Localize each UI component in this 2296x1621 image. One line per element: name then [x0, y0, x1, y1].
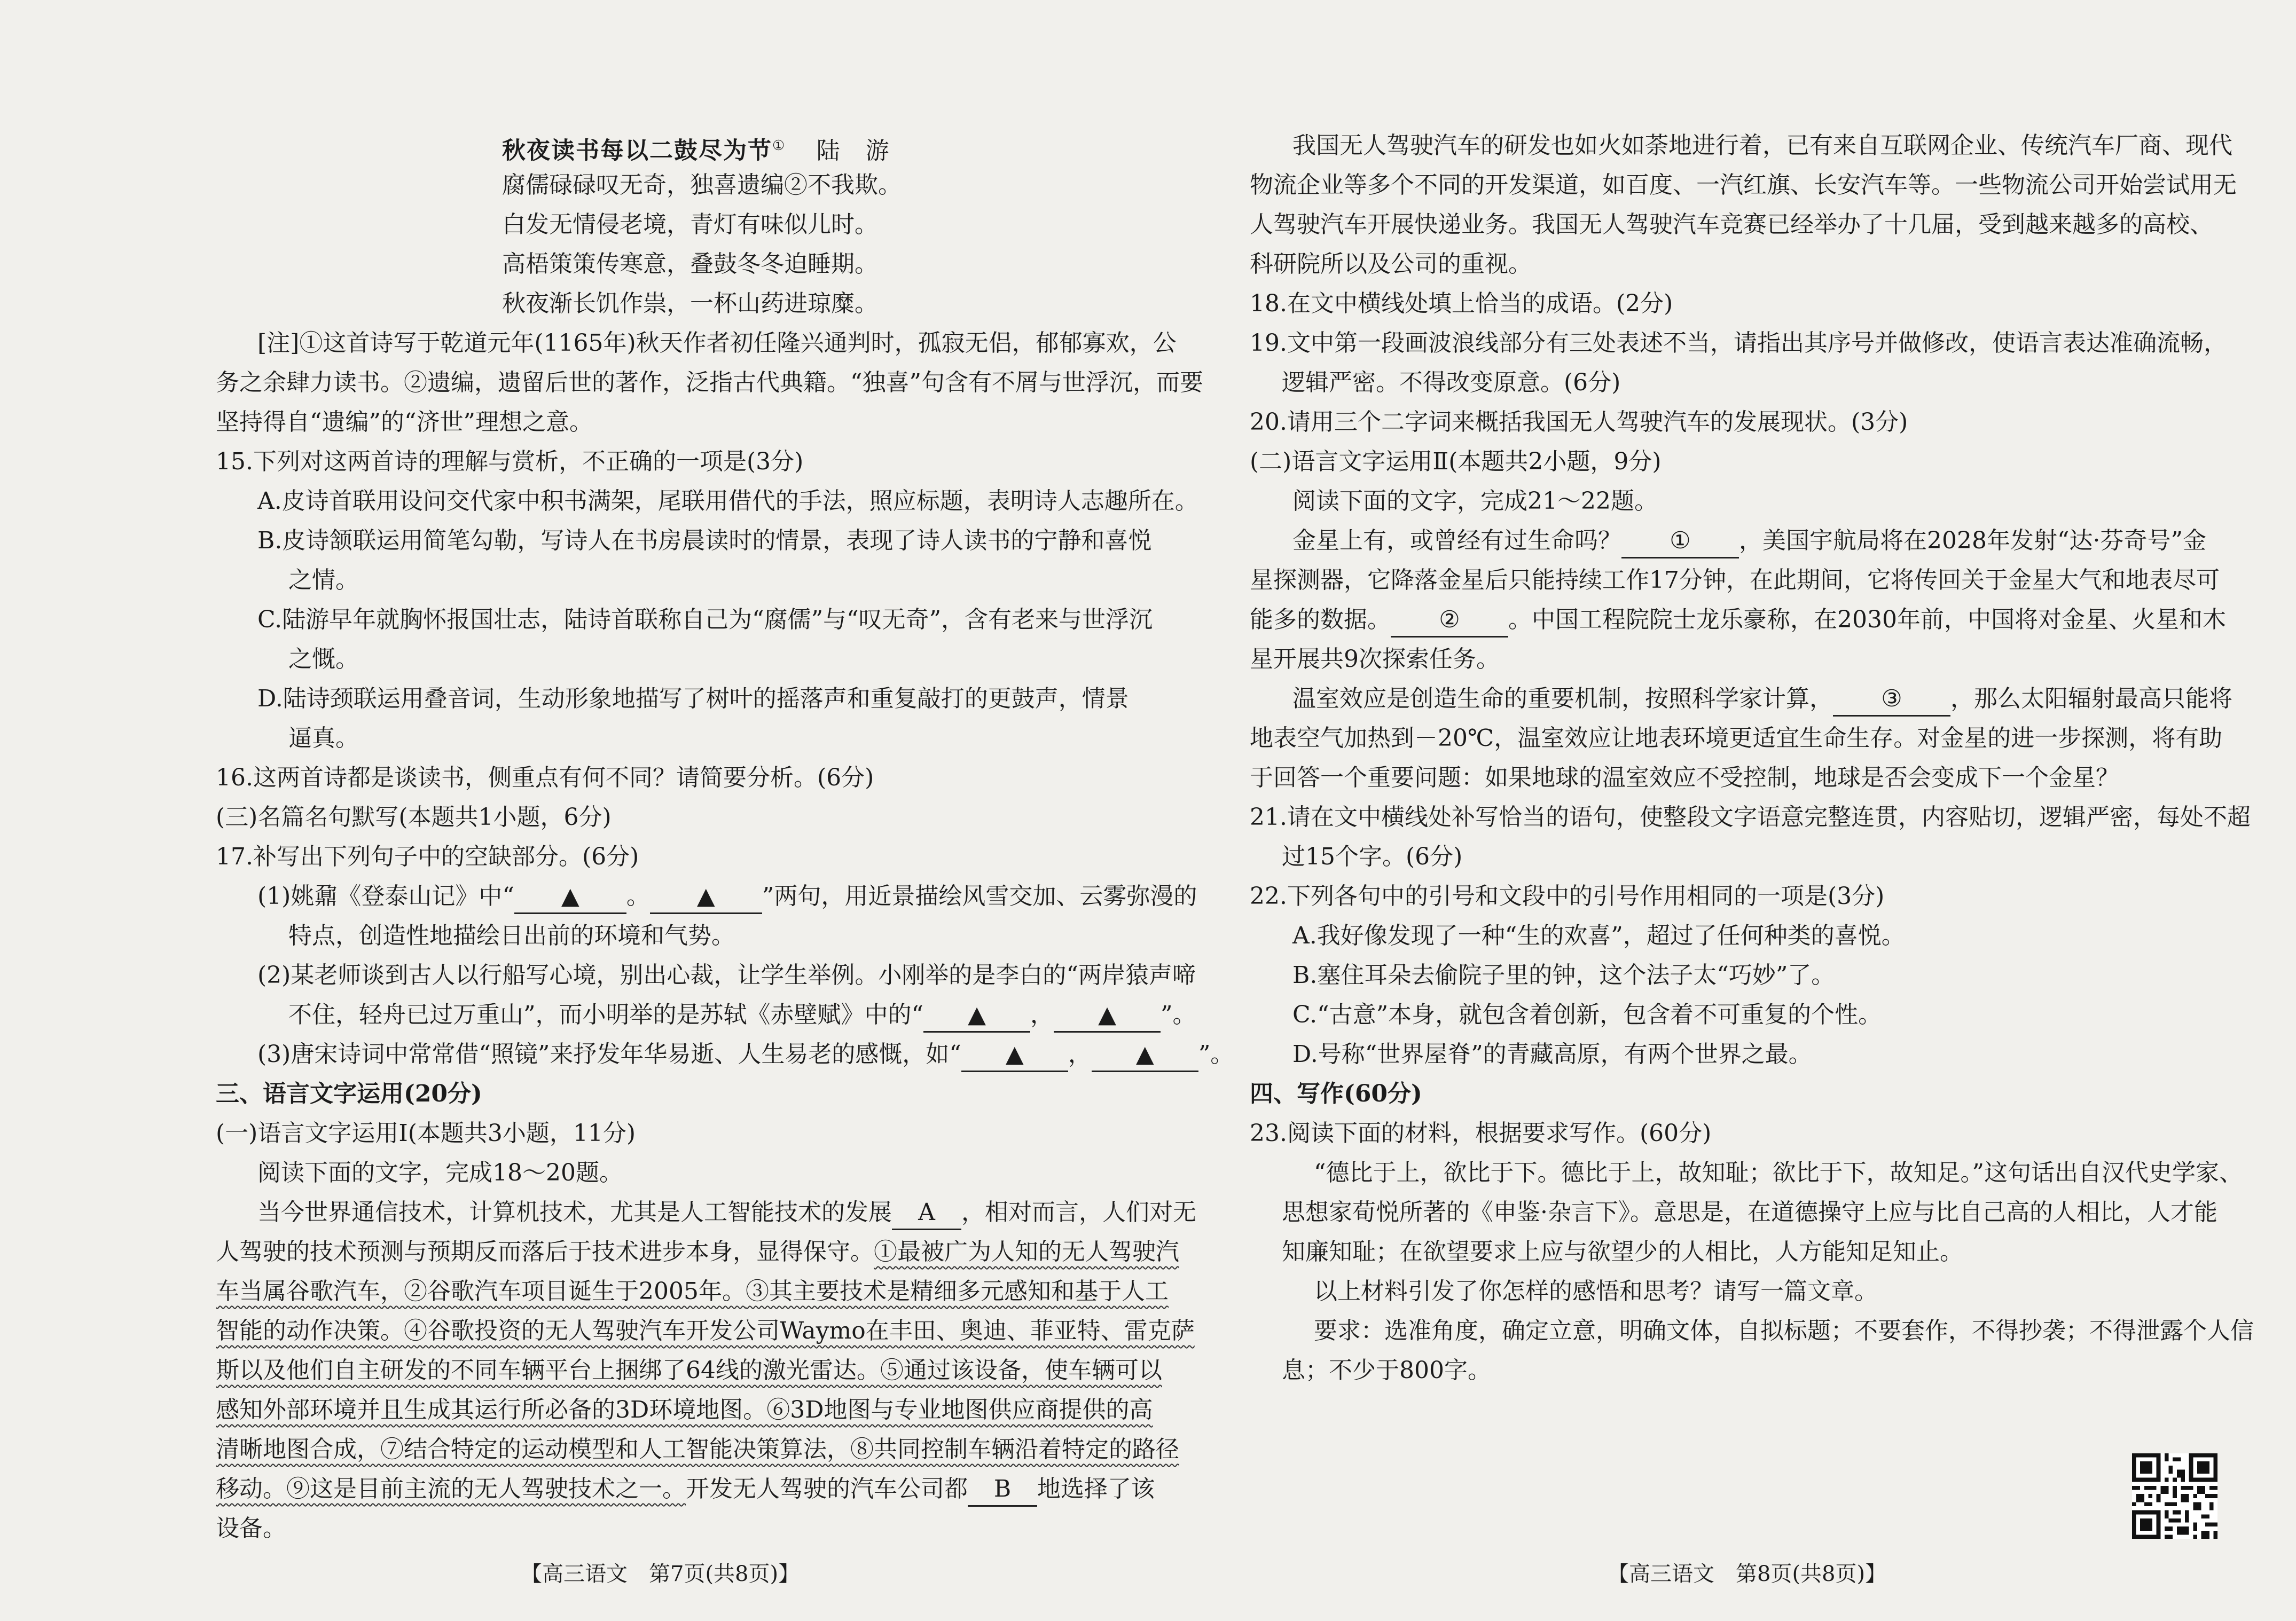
poem-line-2: 白发无情侵老境，青灯有味似儿时。 — [502, 211, 878, 238]
q22-option-a: A.我好像发现了一种“生的欢喜”，超过了任何种类的喜悦。 — [1292, 922, 1905, 949]
q15-option-d: D.陆诗颈联运用叠音词，生动形象地描写了树叶的摇落声和重复敲打的更鼓声，情景 — [257, 685, 1129, 712]
passage-line-3: 车当属谷歌汽车，②谷歌汽车项目诞生于2005年。③其主要技术是精细多元感知和基于人工 — [216, 1278, 1169, 1305]
q18: 18.在文中横线处填上恰当的成语。(2分) — [1250, 290, 1673, 317]
qr-code-icon — [2132, 1453, 2217, 1539]
q17-blank-2[interactable]: ▲ — [650, 880, 762, 914]
passage-cont-line-2: 物流企业等多个不同的开发渠道，如百度、一汽红旗、长安汽车等。一些物流公司开始尝试用无 — [1250, 171, 2237, 199]
blank-a[interactable]: A — [892, 1197, 961, 1230]
reading-instruction-1: 阅读下面的文字，完成18～20题。 — [257, 1159, 623, 1186]
note-line-2: 务之余肆力读书。②遗编，遗留后世的著作，泛指古代典籍。“独喜”句含有不屑与世浮沉，而要 — [216, 369, 1203, 396]
passage2-line-4: 星开展共9次探索任务。 — [1250, 646, 1500, 673]
part-4-heading: 四、写作(60分) — [1250, 1080, 1422, 1107]
q15-option-b-cont: 之情。 — [288, 566, 359, 594]
q21-cont: 过15个字。(6分) — [1282, 843, 1463, 870]
passage-line-8: 移动。⑨这是目前主流的无人驾驶技术之一。开发无人驾驶的汽车公司都 B 地选择了该 — [216, 1469, 1155, 1509]
q20: 20.请用三个二字词来概括我国无人驾驶汽车的发展现状。(3分) — [1250, 408, 1908, 436]
q17-item-3: (3)唐宋诗词中常常借“照镜”来抒发年华易逝、人生易老的感慨，如“ ▲ ， ▲ ”。 — [257, 1035, 1234, 1074]
q23-material-3: 知廉知耻；在欲望要求上应与欲望少的人相比，人方能知足知止。 — [1282, 1238, 1963, 1265]
q17-item-2: (2)某老师谈到古人以行船写心境，别出心裁，让学生举例。小刚举的是李白的“两岸猿声啼 — [257, 962, 1196, 989]
blank-2[interactable]: ② — [1391, 604, 1508, 638]
passage-cont-line-3: 人驾驶汽车开展快递业务。我国无人驾驶汽车竞赛已经举办了十几届，受到越来越多的高校、 — [1250, 211, 2213, 238]
q23-requirements-cont: 息；不少于800字。 — [1282, 1357, 1491, 1384]
q17-blank-1[interactable]: ▲ — [514, 880, 626, 914]
poem-line-1: 腐儒碌碌叹无奇，独喜遗编②不我欺。 — [502, 171, 902, 199]
passage-line-5: 斯以及他们自主研发的不同车辆平台上捆绑了64线的激光雷达。⑤通过该设备，使车辆可以 — [216, 1357, 1162, 1384]
passage-line-2: 人驾驶的技术预测与预期反而落后于技术进步本身，显得保守。①最被广为人知的无人驾驶汽 — [216, 1238, 1179, 1265]
passage-cont-line-1: 我国无人驾驶汽车的研发也如火如荼地进行着，已有来自互联网企业、传统汽车厂商、现代 — [1292, 132, 2232, 159]
right-page-footer: 【高三语文 第8页(共8页)】 — [1608, 1562, 1887, 1586]
q19-cont: 逻辑严密。不得改变原意。(6分) — [1282, 369, 1621, 396]
q23-material-4: 以上材料引发了你怎样的感悟和思考？请写一篇文章。 — [1314, 1278, 1878, 1305]
passage-cont-line-4: 科研院所以及公司的重视。 — [1250, 250, 1532, 278]
subsection-2-heading: (二)语言文字运用Ⅱ(本题共2小题，9分) — [1250, 448, 1662, 475]
passage2-line-5: 温室效应是创造生命的重要机制，按照科学家计算， ③ ，那么太阳辐射最高只能将 — [1292, 679, 2232, 719]
q15-option-c: C.陆游早年就胸怀报国壮志，陆诗首联称自己为“腐儒”与“叹无奇”，含有老来与世浮沉 — [257, 606, 1153, 633]
q23-requirements: 要求：选准角度，确定立意，明确文体，自拟标题；不要套作，不得抄袭；不得泄露个人信 — [1314, 1317, 2254, 1344]
q17-item-1: (1)姚鼐《登泰山记》中“ ▲ 。 ▲ ”两句，用近景描绘风雪交加、云雾弥漫的 — [257, 877, 1197, 916]
q22-option-b: B.塞住耳朵去偷院子里的钟，这个法子太“巧妙”了。 — [1292, 962, 1835, 989]
q15-option-d-cont: 逼真。 — [288, 725, 359, 752]
passage2-line-1: 金星上有，或曾经有过生命吗？ ① ，美国宇航局将在2028年发射“达·芬奇号”金 — [1292, 521, 2206, 561]
passage-line-6: 感知外部环境并且生成其运行所必备的3D环境地图。⑥3D地图与专业地图供应商提供的高 — [216, 1396, 1153, 1423]
poem-line-3: 高梧策策传寒意，叠鼓冬冬迫睡期。 — [502, 250, 878, 278]
passage2-line-7: 于回答一个重要问题：如果地球的温室效应不受控制，地球是否会变成下一个金星？ — [1250, 764, 2119, 791]
q17-stem: 17.补写出下列句子中的空缺部分。(6分) — [216, 843, 639, 870]
q17-item-1-cont: 特点，创造性地描绘日出前的环境和气势。 — [288, 922, 735, 949]
passage2-line-2: 星探测器，它降落金星后只能持续工作17分钟，在此期间，它将传回关于金星大气和地表尽可 — [1250, 566, 2220, 594]
q22-stem: 22.下列各句中的引号和文段中的引号作用相同的一项是(3分) — [1250, 883, 1885, 910]
q15-option-c-cont: 之慨。 — [288, 646, 359, 673]
wavy-segment: ①最被广为人知的无人驾驶汽 — [874, 1238, 1179, 1265]
note-line-1: [注]①这首诗写于乾道元年(1165年)秋天作者初任隆兴通判时，孤寂无侣，郁郁寡欢，公 — [257, 329, 1177, 357]
q22-option-c: C.“古意”本身，就包含着创新，包含着不可重复的个性。 — [1292, 1001, 1882, 1028]
q15-option-b: B.皮诗颔联运用简笔勾勒，写诗人在书房晨读时的情景，表现了诗人读书的宁静和喜悦 — [257, 527, 1152, 554]
reading-instruction-2: 阅读下面的文字，完成21～22题。 — [1292, 487, 1658, 515]
q23-stem: 23.阅读下面的材料，根据要求写作。(60分) — [1250, 1120, 1712, 1147]
passage2-line-3: 能多的数据。 ② 。中国工程院院士龙乐豪称，在2030年前，中国将对金星、火星和木 — [1250, 600, 2226, 640]
right-page — [1148, 0, 2296, 1621]
q15-stem: 15.下列对这两首诗的理解与赏析，不正确的一项是(3分) — [216, 448, 804, 475]
q17-blank-3[interactable]: ▲ — [923, 999, 1030, 1033]
q17-blank-6[interactable]: ▲ — [1092, 1038, 1198, 1072]
subsection-1-heading: (一)语言文字运用Ⅰ(本题共3小题，11分) — [216, 1120, 636, 1147]
passage-line-4: 智能的动作决策。④谷歌投资的无人驾驶汽车开发公司Waymo在丰田、奥迪、菲亚特、雷克萨 — [216, 1317, 1195, 1344]
poem-line-4: 秋夜渐长饥作祟，一杯山药进琼糜。 — [502, 290, 878, 317]
section-3-heading: (三)名篇名句默写(本题共1小题，6分) — [216, 804, 612, 831]
passage2-line-6: 地表空气加热到－20℃，温室效应让地表环境更适宜生命生存。对金星的进一步探测，将有助 — [1250, 725, 2223, 752]
q17-item-2-cont: 不住，轻舟已过万重山”，而小明举的是苏轼《赤壁赋》中的“ ▲ ， ▲ ”。 — [288, 995, 1196, 1035]
passage-line-7: 清晰地图合成，⑦结合特定的运动模型和人工智能决策算法，⑧共同控制车辆沿着特定的路径 — [216, 1436, 1179, 1463]
left-page-footer: 【高三语文 第7页(共8页)】 — [521, 1562, 800, 1586]
blank-3[interactable]: ③ — [1833, 683, 1950, 717]
poem-title: 秋夜读书每以二鼓尽为节① 陆 游 — [502, 137, 890, 164]
q23-material-1: “德比于上，欲比于下。德比于上，故知耻；欲比于下，故知足。”这句话出自汉代史学家、 — [1314, 1159, 2243, 1186]
blank-b[interactable]: B — [968, 1473, 1037, 1507]
passage-line-9: 设备。 — [216, 1515, 286, 1542]
blank-1[interactable]: ① — [1621, 525, 1739, 558]
q23-material-2: 思想家荀悦所著的《申鉴·杂言下》。意思是，在道德操守上应与比自己高的人相比，人才能 — [1282, 1199, 2217, 1226]
q21: 21.请在文中横线处补写恰当的语句，使整段文字语意完整连贯，内容贴切，逻辑严密，每处不超 — [1250, 804, 2251, 831]
q17-blank-5[interactable]: ▲ — [961, 1038, 1068, 1072]
note-line-3: 坚持得自“遗编”的“济世”理想之意。 — [216, 408, 593, 436]
passage-line-1: 当今世界通信技术，计算机技术，尤其是人工智能技术的发展 A ，相对而言，人们对无 — [257, 1193, 1196, 1232]
q22-option-d: D.号称“世界屋脊”的青藏高原，有两个世界之最。 — [1292, 1041, 1812, 1068]
poem-author: 陆 游 — [816, 137, 890, 164]
part-3-heading: 三、语言文字运用(20分) — [216, 1080, 482, 1107]
q17-blank-4[interactable]: ▲ — [1054, 999, 1161, 1033]
q16: 16.这两首诗都是谈读书，侧重点有何不同？请简要分析。(6分) — [216, 764, 874, 791]
q15-option-a: A.皮诗首联用设问交代家中积书满架，尾联用借代的手法，照应标题，表明诗人志趣所在。 — [257, 487, 1198, 515]
q19: 19.文中第一段画波浪线部分有三处表述不当，请指出其序号并做修改，使语言表达准确流畅， — [1250, 329, 2227, 357]
